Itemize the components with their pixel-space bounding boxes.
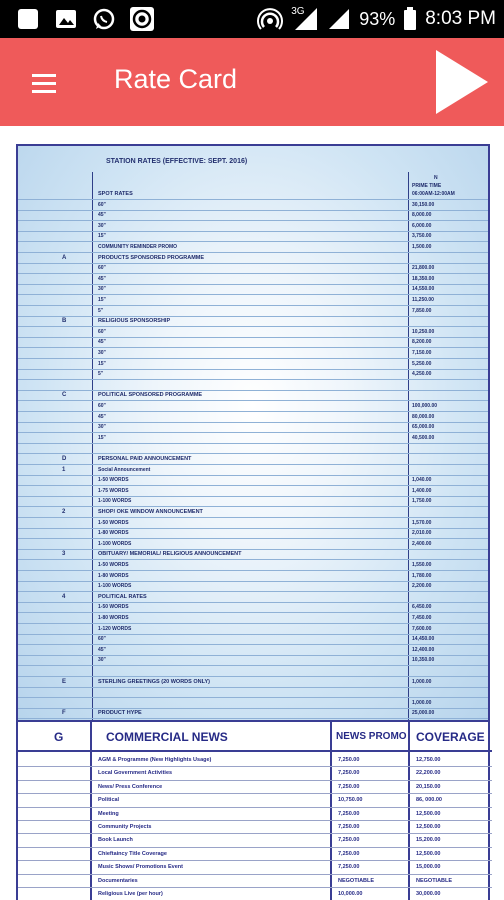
row-label: 45" (98, 339, 106, 346)
row-label: POLITICAL RATES (98, 593, 147, 600)
table-row (18, 667, 490, 677)
row-promo: 10,750.00 (338, 797, 363, 804)
row-value: 2,200.00 (412, 583, 432, 590)
row-label: 60" (98, 328, 106, 335)
row-label: Local Government Activities (98, 770, 173, 777)
row-label: 60" (98, 265, 106, 272)
row-value: 5,250.00 (412, 360, 432, 367)
row-coverage: 86, 000.00 (416, 797, 442, 804)
table-row (18, 519, 490, 529)
battery-icon (403, 7, 417, 31)
row-label: 1-50 WORDS (98, 519, 129, 526)
row-label: 30" (98, 222, 106, 229)
row-label: 1-100 WORDS (98, 540, 132, 547)
row-label: 30" (98, 286, 106, 293)
row-label: Political (98, 797, 120, 804)
table-row (18, 402, 490, 412)
row-promo: 10,000.00 (338, 891, 363, 897)
notification-icons (0, 5, 156, 33)
row-promo: 7,250.00 (338, 783, 360, 790)
row-mark: 3 (62, 551, 66, 558)
row-label: RELIGIOUS SPONSORSHIP (98, 318, 171, 325)
row-label: 45" (98, 275, 106, 282)
row-value: 6,450.00 (412, 604, 432, 611)
table-row (18, 497, 490, 507)
table-row (18, 285, 490, 295)
image-icon (52, 5, 80, 33)
row-value: 1,040.00 (412, 477, 432, 484)
row-label: 30" (98, 657, 106, 664)
row-label: SPOT RATES (98, 191, 133, 197)
row-label: PERSONAL PAID ANNOUNCEMENT (98, 456, 192, 462)
row-label: PRODUCT HYPE (98, 710, 142, 717)
row-mark: 4 (62, 593, 66, 600)
row-value: 100,000.00 (412, 403, 438, 409)
row-mark: E (62, 678, 67, 685)
table-row (18, 254, 490, 264)
table-row (18, 476, 490, 486)
table-row (18, 201, 490, 211)
table-row (18, 413, 490, 423)
row-label: 15" (98, 297, 106, 303)
table-row (18, 349, 490, 359)
row-label: 1-80 WORDS (98, 530, 129, 537)
table-row (18, 444, 490, 454)
table-row (18, 635, 490, 645)
hotspot-icon (257, 7, 283, 31)
row-value: 65,000.00 (412, 424, 435, 431)
row-coverage: 12,500.00 (416, 850, 441, 857)
table-row (18, 391, 490, 401)
table-row (18, 582, 490, 592)
row-coverage: 22,200.00 (416, 770, 441, 777)
row-value: 1,570.00 (412, 519, 432, 526)
table-row (18, 561, 490, 571)
row-coverage: 15,200.00 (416, 837, 441, 844)
rate-card-image (16, 144, 490, 724)
row-label: 60" (98, 201, 106, 208)
row-value: 1,750.00 (412, 498, 432, 505)
row-label: POLITICAL SPONSORED PROGRAMME (98, 392, 203, 399)
app-bar (0, 38, 504, 126)
row-label: Chieftaincy Title Coverage (98, 850, 167, 857)
table-row (18, 808, 492, 821)
row-value: 1,000.00 (412, 699, 432, 706)
table-row (18, 328, 490, 338)
column-header: N PRIME TIME 06:00AM-12:00AM (412, 175, 455, 197)
row-label: 1-120 WORDS (98, 625, 132, 632)
row-label: Religious Live (per hour) (98, 891, 163, 897)
row-mark: A (62, 254, 67, 261)
row-label: 1-80 WORDS (98, 615, 129, 621)
row-label: 5" (98, 307, 104, 314)
row-promo: 7,250.00 (338, 837, 360, 844)
row-value: 2,010.00 (412, 530, 432, 537)
row-coverage: 30,000.00 (416, 891, 441, 897)
row-label: STERLING GREETINGS (20 WORDS ONLY) (98, 678, 210, 685)
table-row (18, 699, 490, 709)
table-row (18, 508, 490, 518)
table-row (18, 794, 492, 807)
table-row (18, 232, 490, 242)
battery-percent: 93% (359, 8, 396, 29)
system-icons (257, 0, 496, 38)
table-row (18, 222, 490, 232)
table-row (18, 370, 490, 380)
table-row (18, 243, 490, 253)
row-coverage: 15,000.00 (416, 864, 441, 871)
row-coverage: NEGOTIABLE (416, 877, 453, 884)
table-row (18, 550, 490, 560)
table-row (18, 603, 490, 613)
row-value: 12,400.00 (412, 646, 435, 653)
row-mark: F (62, 710, 66, 717)
row-label: Music Shows/ Promotions Event (98, 864, 183, 871)
whatsapp-icon (90, 5, 118, 33)
row-value: 7,600.00 (412, 625, 432, 632)
row-promo: 7,250.00 (338, 757, 360, 763)
table-row (18, 466, 490, 476)
row-coverage: 20,150.00 (416, 783, 441, 790)
row-value: 2,400.00 (412, 540, 432, 547)
row-value: 80,000.00 (412, 413, 435, 420)
row-label: Community Projects (98, 824, 152, 830)
table-row (18, 434, 490, 444)
row-value: 7,450.00 (412, 615, 432, 621)
table-row (18, 678, 490, 688)
row-value: 6,000.00 (412, 222, 432, 229)
table-row (18, 455, 490, 465)
row-label: 60" (98, 403, 106, 409)
row-label: 45" (98, 212, 106, 219)
table-row (18, 781, 492, 794)
row-value: 4,250.00 (412, 371, 432, 378)
row-value: 11,250.00 (412, 297, 434, 303)
table-row (18, 381, 490, 391)
table-row (18, 875, 492, 888)
row-label: SHOP/ OKE WINDOW ANNOUNCEMENT (98, 509, 203, 515)
row-value: 14,450.00 (412, 636, 435, 643)
table-row (18, 656, 490, 666)
table-row (18, 338, 490, 348)
row-label: 30" (98, 350, 106, 356)
row-label: 5" (98, 371, 104, 378)
table-row (18, 821, 492, 834)
row-label: 1-50 WORDS (98, 562, 129, 568)
row-mark: B (62, 318, 67, 325)
row-value: 1,500.00 (412, 244, 432, 250)
content-area[interactable] (0, 126, 504, 900)
row-label: 45" (98, 646, 106, 653)
row-coverage: 12,500.00 (416, 824, 441, 830)
row-label: PRODUCTS SPONSORED PROGRAMME (98, 254, 205, 261)
row-value: 1,000.00 (412, 678, 432, 685)
row-value: 7,850.00 (412, 307, 432, 314)
row-value: 8,000.00 (412, 212, 432, 219)
table-row (18, 307, 490, 317)
row-value: 25,000.00 (412, 710, 435, 717)
row-value: 30,150.00 (412, 201, 435, 208)
row-label: Book Launch (98, 837, 133, 844)
row-promo: 7,250.00 (338, 770, 360, 777)
row-label: Meeting (98, 810, 119, 817)
row-value: 21,800.00 (412, 265, 435, 272)
row-label: 1-75 WORDS (98, 487, 129, 494)
table-row (18, 688, 490, 698)
row-label: 1-50 WORDS (98, 477, 129, 484)
row-promo: 7,250.00 (338, 864, 360, 871)
row-label: 1-50 WORDS (98, 604, 129, 611)
row-label: 15" (98, 233, 106, 240)
row-promo: 7,250.00 (338, 810, 360, 817)
row-value: 10,350.00 (412, 657, 435, 664)
table-row (18, 767, 492, 780)
row-value: 18,350.00 (412, 275, 435, 282)
table-row (18, 593, 490, 603)
table-row (18, 190, 490, 200)
table-row (18, 317, 490, 327)
row-mark: 1 (62, 466, 66, 473)
row-promo: NEGOTIABLE (338, 877, 375, 884)
row-label: 1-100 WORDS (98, 583, 132, 590)
row-value: 40,500.00 (412, 434, 435, 441)
row-value: 14,550.00 (412, 286, 435, 293)
table-row (18, 487, 490, 497)
row-coverage: 12,750.00 (416, 757, 441, 763)
table-row (18, 423, 490, 433)
row-label: 15" (98, 360, 106, 367)
row-mark: C (62, 392, 67, 399)
row-label: 30" (98, 424, 106, 431)
row-value: 1,550.00 (412, 562, 432, 568)
row-label: OBITUARY/ MEMORIAL/ RELIGIOUS ANNOUNCEMENT (98, 551, 242, 558)
row-label: News/ Press Conference (98, 783, 163, 790)
play-icon[interactable] (434, 48, 490, 116)
row-value: 7,150.00 (412, 350, 432, 356)
row-value: 1,780.00 (412, 572, 432, 579)
table-row (18, 529, 490, 539)
row-promo: 7,250.00 (338, 824, 360, 830)
table-row (18, 211, 490, 221)
signal-icon: 3G (291, 6, 319, 32)
row-label: Social Announcement (98, 466, 151, 473)
commercial-news-header: G COMMERCIAL NEWS NEWS PROMO COVERAGE (18, 722, 492, 752)
table-row (18, 614, 490, 624)
table-row (18, 264, 490, 274)
table-row (18, 709, 490, 719)
row-value: 3,750.00 (412, 233, 432, 240)
row-label: 15" (98, 434, 106, 441)
table-row (18, 625, 490, 635)
row-label: Documentaries (98, 877, 138, 884)
status-bar (0, 0, 504, 38)
row-value: 10,250.00 (412, 328, 435, 335)
row-coverage: 12,500.00 (416, 810, 441, 817)
row-label: 60" (98, 636, 106, 643)
table-row (18, 360, 490, 370)
hamburger-menu-icon[interactable] (22, 66, 66, 100)
row-label: COMMUNITY REMINDER PROMO (98, 244, 178, 250)
row-mark: D (62, 456, 67, 462)
table-row (18, 754, 492, 767)
rate-card-header: STATION RATES (EFFECTIVE: SEPT. 2016) (106, 158, 248, 165)
row-label: AGM & Programme (New Highlights Usage) (98, 757, 212, 763)
table-row (18, 861, 492, 874)
row-label: 1-80 WORDS (98, 572, 129, 579)
row-value: 8,200.00 (412, 339, 432, 346)
table-row (18, 572, 490, 582)
row-value: 1,400.00 (412, 487, 432, 494)
table-row (18, 296, 490, 306)
signal-icon (327, 7, 351, 31)
table-row (18, 834, 492, 847)
table-row (18, 888, 492, 900)
row-promo: 7,250.00 (338, 850, 360, 857)
clock: 8:03 PM (425, 8, 496, 29)
commercial-news-table (16, 720, 490, 900)
table-row (18, 275, 490, 285)
row-label: 1-100 WORDS (98, 498, 132, 505)
table-row (18, 540, 490, 550)
table-row (18, 646, 490, 656)
row-mark: 2 (62, 509, 66, 515)
page-title: Rate Card (114, 64, 238, 94)
app-icon (128, 5, 156, 33)
table-row (18, 848, 492, 861)
notification-icon (14, 5, 42, 33)
row-label: 45" (98, 413, 106, 420)
